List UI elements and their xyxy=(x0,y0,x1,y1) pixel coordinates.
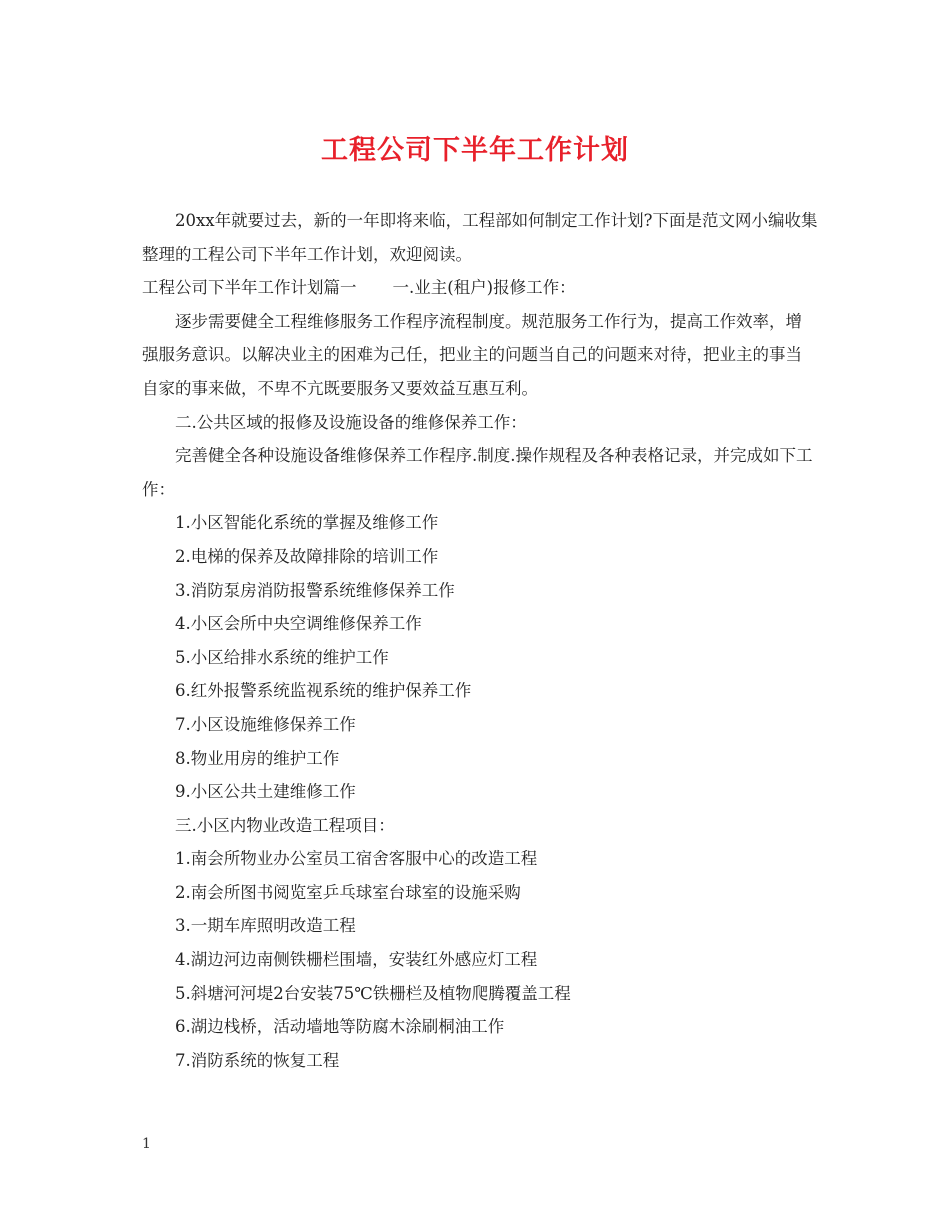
maintenance-paragraph: 完善健全各种设施设备维修保养工作程序.制度.操作规程及各种表格记录，并完成如下工作： xyxy=(142,446,813,499)
list-item: 6.湖边栈桥，活动墙地等防腐木涂刷桐油工作 xyxy=(175,1017,505,1037)
list-item: 5.小区给排水系统的维护工作 xyxy=(175,647,389,667)
document-body xyxy=(142,204,818,1077)
list-item: 9.小区公共土建维修工作 xyxy=(175,782,356,802)
list-item: 2.南会所图书阅览室乒乓球室台球室的设施采购 xyxy=(175,882,521,902)
heading-public-area: 二.公共区域的报修及设施设备的维修保养工作： xyxy=(175,412,527,432)
list-item: 4.小区会所中央空调维修保养工作 xyxy=(175,614,422,634)
heading-renovation: 三.小区内物业改造工程项目： xyxy=(175,815,395,835)
section-heading-part-a: 工程公司下半年工作计划篇一 xyxy=(142,278,357,298)
section-heading-part-b: 一.业主(租户)报修工作： xyxy=(392,278,576,298)
section-heading-line xyxy=(142,271,818,305)
list-item: 5.斜塘河河堤2台安装75℃铁栅栏及植物爬腾覆盖工程 xyxy=(175,983,571,1003)
list-item: 8.物业用房的维护工作 xyxy=(175,748,340,768)
document-title: 工程公司下半年工作计划 xyxy=(321,135,629,166)
list-item: 6.红外报警系统监视系统的维护保养工作 xyxy=(175,681,472,701)
list-item: 3.消防泵房消防报警系统维修保养工作 xyxy=(175,580,455,600)
list-item: 7.小区设施维修保养工作 xyxy=(175,714,356,734)
intro-paragraph: 20xx年就要过去，新的一年即将来临，工程部如何制定工作计划?下面是范文网小编收集整理的工程公司下半年工作计划，欢迎阅读。 xyxy=(142,211,818,264)
list-item: 4.湖边河边南侧铁栅栏围墙，安装红外感应灯工程 xyxy=(175,950,538,970)
list-item: 1.南会所物业办公室员工宿舍客服中心的改造工程 xyxy=(175,849,538,869)
page-number: 1 xyxy=(142,1136,151,1152)
list-item: 2.电梯的保养及故障排除的培训工作 xyxy=(175,546,439,566)
repair-paragraph: 逐步需要健全工程维修服务工作程序流程制度。规范服务工作行为，提高工作效率，增强服务意识。以解决业主的困难为己任，把业主的问题当自己的问题来对待，把业主的事当自家的事来做，不卑不亢既要服务又要效益互惠互利。 xyxy=(142,311,802,398)
list-item: 3.一期车库照明改造工程 xyxy=(175,916,356,936)
list-item: 1.小区智能化系统的掌握及维修工作 xyxy=(175,513,439,533)
list-item: 7.消防系统的恢复工程 xyxy=(175,1050,340,1070)
